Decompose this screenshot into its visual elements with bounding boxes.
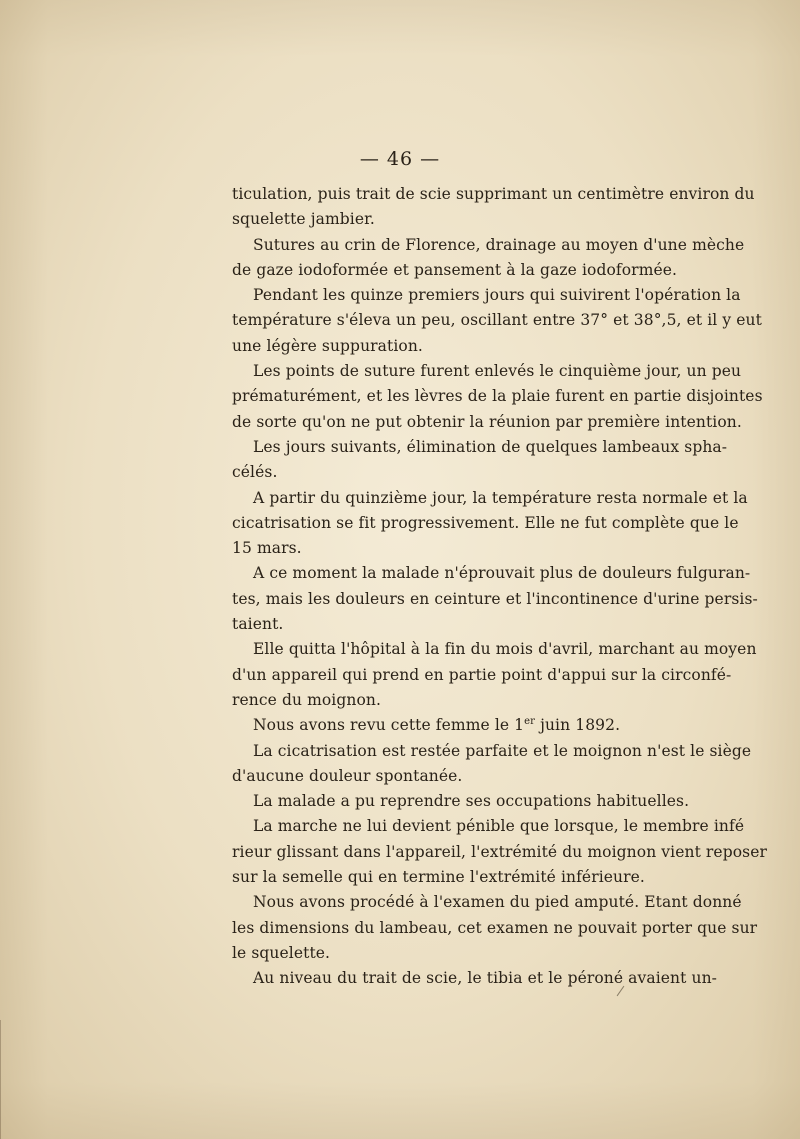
text-line: La marche ne lui devient pénible que lorsque, le membre infé bbox=[253, 817, 745, 836]
text-line: les dimensions du lambeau, cet examen ne pouvait porter que sur bbox=[232, 918, 758, 937]
text-line: Au niveau du trait de scie, le tibia et le péroné avaient un- bbox=[253, 969, 717, 988]
text-line: rence du moignon. bbox=[232, 690, 382, 709]
text-line: sur la semelle qui en termine l'extrémité inférieure. bbox=[232, 868, 645, 887]
text-line: A partir du quinzième jour, la température resta normale et la bbox=[253, 488, 748, 507]
text-line: cicatrisation se fit progressivement. Elle ne fut complète que le bbox=[232, 513, 739, 532]
page-edge-shadow bbox=[0, 1020, 31, 1139]
text-line: Pendant les quinze premiers jours qui suivirent l'opération la bbox=[253, 286, 741, 305]
text-line: d'aucune douleur spontanée. bbox=[232, 766, 463, 785]
text-line: Sutures au crin de Florence, drainage au moyen d'une mèche bbox=[253, 235, 745, 254]
text-line: 15 mars. bbox=[232, 539, 302, 558]
page-number: — 46 — bbox=[359, 148, 441, 170]
text-line: prématurément, et les lèvres de la plaie furent en partie disjointes bbox=[232, 387, 763, 406]
text-line: taient. bbox=[232, 615, 284, 634]
text-line: rieur glissant dans l'appareil, l'extrémité du moignon vient reposer bbox=[232, 842, 767, 861]
text-line: Nous avons procédé à l'examen du pied amputé. Etant donné bbox=[253, 893, 742, 912]
text-line: tes, mais les douleurs en ceinture et l'incontinence d'urine persis- bbox=[232, 589, 758, 608]
text-line: Nous avons revu cette femme le 1er juin 1892. bbox=[253, 716, 621, 735]
text-line: ticulation, puis trait de scie supprimant un centimètre environ du bbox=[232, 185, 755, 203]
text-line: squelette jambier. bbox=[232, 210, 375, 229]
text-line: le squelette. bbox=[232, 943, 331, 962]
text-line: A ce moment la malade n'éprouvait plus de douleurs fulguran- bbox=[253, 564, 751, 583]
text-line: de gaze iodoformée et pansement à la gaze iodoformée. bbox=[232, 260, 678, 279]
text-line: une légère suppuration. bbox=[232, 336, 423, 355]
text-line: La malade a pu reprendre ses occupations habituelles. bbox=[253, 792, 690, 811]
text-line: température s'éleva un peu, oscillant entre 37° et 38°,5, et il y eut bbox=[232, 311, 762, 330]
text-line: La cicatrisation est restée parfaite et le moignon n'est le siège bbox=[253, 741, 752, 760]
text-line: Les jours suivants, élimination de quelques lambeaux spha- bbox=[253, 437, 728, 456]
text-line: Les points de suture furent enlevés le cinquième jour, un peu bbox=[253, 362, 742, 381]
text-line: célés. bbox=[232, 463, 278, 482]
text-line: d'un appareil qui prend en partie point d'appui sur la circonfé- bbox=[232, 665, 732, 684]
text-line: Elle quitta l'hôpital à la fin du mois d'avril, marchant au moyen bbox=[253, 640, 757, 659]
body-text bbox=[232, 182, 767, 992]
text-line: de sorte qu'on ne put obtenir la réunion par première intention. bbox=[232, 412, 742, 431]
